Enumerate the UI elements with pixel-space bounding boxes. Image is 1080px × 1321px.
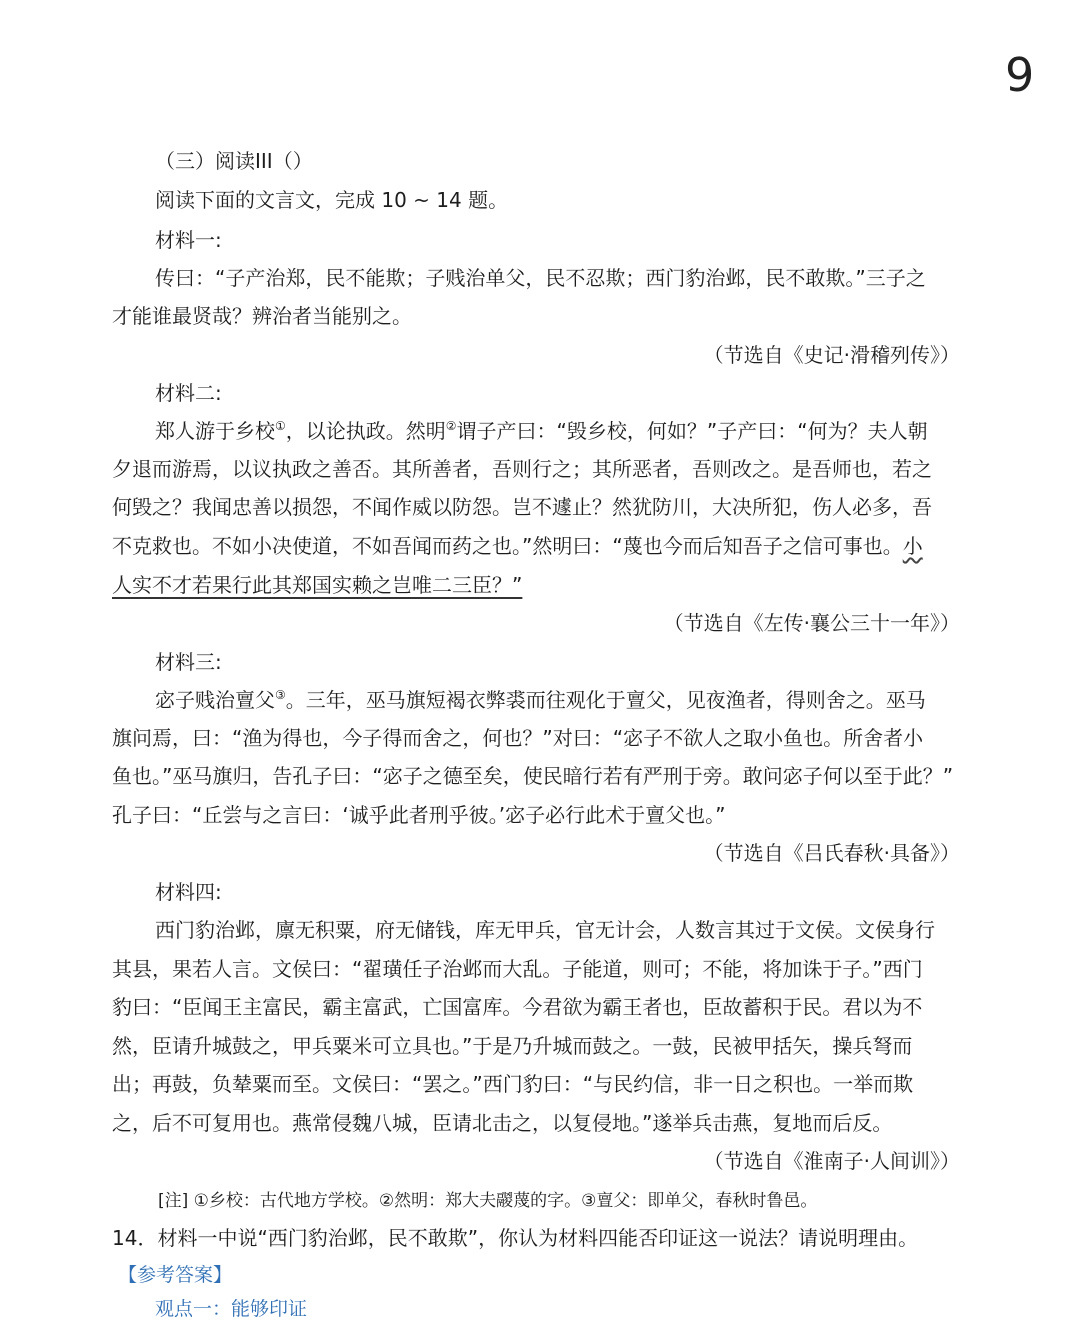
material3-line — [155, 684, 926, 713]
material4-line: 西门豹治邺，廪无积粟，府无储钱，库无甲兵，官无计会，人数言其过于文侯。文侯身行 — [155, 918, 935, 942]
material4-line: 豹曰：“臣闻王主富民，霸主富武，亡国富库。今君欲为霸王者也，臣故蓄积于民。君以为不 — [112, 995, 923, 1019]
material2-text: ，以论执政。然明 — [285, 419, 446, 443]
underlined-sentence — [112, 569, 522, 598]
material3-label: 材料三: — [155, 650, 222, 674]
annotation-note: [注] ①乡校：古代地方学校。②然明：郑大夫鬷蔑的字。③亶父：即单父，春秋时鲁邑。 — [158, 1191, 818, 1211]
material3-text: 。三年，巫马旗短褐衣弊裘而往观化于亶父，见夜渔者，得则舍之。巫马 — [285, 688, 926, 712]
material2-line: 何毁之？我闻忠善以损怨，不闻作威以防怨。岂不遽止？然犹防川，大决所犯，伤人必多，吾 — [112, 495, 932, 519]
answer-tag: 【参考答案】 — [118, 1264, 233, 1286]
underlined-sentence-start: 小 — [902, 534, 923, 558]
question-14: 14．材料一中说“西门豹治邺，民不敢欺”，你认为材料四能否印证这一说法？请说明理由。 — [112, 1226, 919, 1250]
material4-line: 然，臣请升城鼓之，甲兵粟米可立具也。”于是乃升城而鼓之。一鼓，民被甲括矢，操兵弩而 — [112, 1034, 913, 1058]
material2-line — [155, 415, 928, 444]
material1-line: 传曰：“子产治郑，民不能欺；子贱治单父，民不忍欺；西门豹治邺，民不敢欺。”三子之 — [155, 266, 926, 290]
footnote-marker: ① — [275, 419, 286, 433]
material4-label: 材料四: — [155, 880, 222, 904]
material2-text: 谓子产曰：“毁乡校，何如？”子产曰：“何为？夫人朝 — [456, 419, 928, 443]
material4-source: （节选自《淮南子·人间训》） — [703, 1149, 960, 1173]
material1-label: 材料一: — [155, 228, 222, 252]
material2-text: 郑人游于乡校 — [155, 419, 275, 443]
footnote-marker: ② — [445, 419, 457, 433]
material2-source: （节选自《左传·襄公三十一年》） — [663, 611, 960, 635]
footnote-marker: ③ — [275, 688, 286, 702]
instruction-text: 阅读下面的文言文，完成 10 ~ 14 题。 — [155, 188, 509, 212]
material3-source: （节选自《吕氏春秋·具备》） — [703, 841, 960, 865]
section-title: （三）阅读III（） — [155, 149, 313, 173]
material1-source: （节选自《史记·滑稽列传》） — [703, 343, 960, 367]
answer-viewpoint: 观点一：能够印证 — [155, 1298, 308, 1320]
material2-label: 材料二: — [155, 381, 222, 405]
material2-underlined-text: 人实不才若果行此其郑国实赖之岂唯二三臣？” — [112, 573, 523, 597]
material4-line: 其县，果若人言。文侯曰：“翟璜任子治邺而大乱。子能道，则可；不能，将加诛于子。”西门 — [112, 957, 923, 981]
material2-line: 夕退而游焉，以议执政之善否。其所善者，吾则行之；其所恶者，吾则改之。是吾师也，若之 — [112, 457, 932, 481]
material4-line: 之，后不可复用也。燕常侵魏八城，臣请北击之，以复侵地。”遂举兵击燕，复地而后反。 — [112, 1111, 893, 1135]
material3-text: 宓子贱治亶父 — [155, 688, 275, 712]
material4-line: 出；再鼓，负辇粟而至。文侯曰：“罢之。”西门豹曰：“与民约信，非一日之积也。一举而欺 — [112, 1072, 914, 1096]
material2-text: 不克救也。不如小决使道，不如吾闻而药之也。”然明曰：“蔑也今而后知吾子之信可事也。 — [112, 534, 903, 558]
material2-line — [112, 530, 923, 559]
material3-line: 旗问焉，曰：“渔为得也，今子得而舍之，何也？”对曰：“宓子不欲人之取小鱼也。所舍者小 — [112, 726, 924, 750]
page-number: 9 — [1005, 48, 1035, 102]
material3-line: 孔子曰：“丘尝与之言曰：‘诚乎此者刑乎彼。’宓子必行此术于亶父也。” — [112, 803, 726, 827]
material1-line: 才能谁最贤哉？辨治者当能别之。 — [112, 304, 412, 328]
material3-line: 鱼也。”巫马旗归，告孔子曰：“宓子之德至矣，使民暗行若有严刑于旁。敢问宓子何以至于此？” — [112, 764, 954, 788]
